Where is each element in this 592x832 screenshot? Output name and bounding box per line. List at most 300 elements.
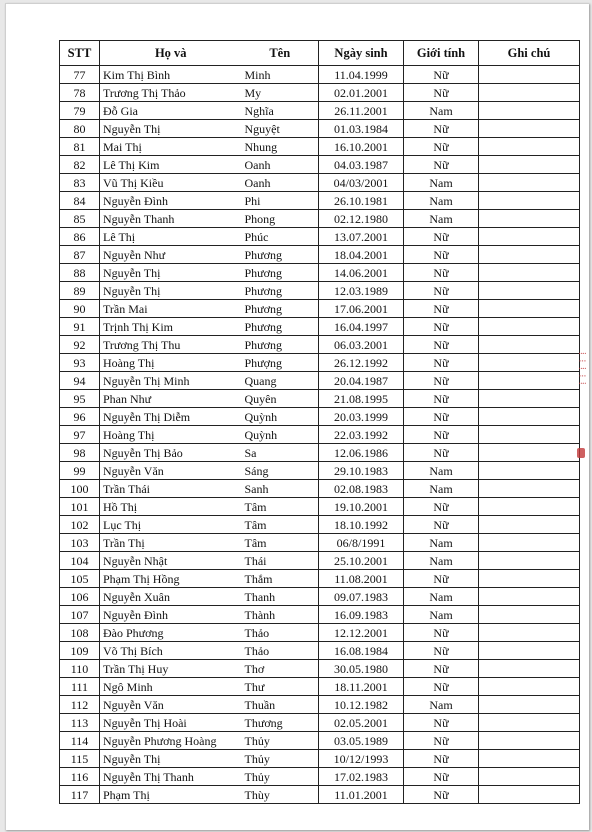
cell-ho: Phạm Thị (100, 786, 242, 804)
cell-ho: Phạm Thị Hồng (100, 570, 242, 588)
cell-ngay-sinh: 06/8/1991 (319, 534, 404, 552)
cell-stt: 110 (60, 660, 100, 678)
table-row (60, 156, 580, 174)
cell-stt: 98 (60, 444, 100, 462)
table-row (60, 120, 580, 138)
cell-ngay-sinh: 12.12.2001 (319, 624, 404, 642)
cell-ho: Lê Thị Kim (100, 156, 242, 174)
cell-ngay-sinh: 26.12.1992 (319, 354, 404, 372)
cell-ngay-sinh: 13.07.2001 (319, 228, 404, 246)
cell-ho: Hồ Thị (100, 498, 242, 516)
table-row (60, 318, 580, 336)
cell-ho: Nguyễn Thị Diễm (100, 408, 242, 426)
cell-gioi-tinh: Nam (404, 174, 479, 192)
table-row (60, 714, 580, 732)
cell-ghi-chu (479, 66, 580, 84)
cell-ten: Thủy (242, 750, 319, 768)
cell-ten: Sa (242, 444, 319, 462)
cell-stt: 106 (60, 588, 100, 606)
cell-ten: Thảo (242, 642, 319, 660)
cell-ten: Phi (242, 192, 319, 210)
cell-ghi-chu (479, 390, 580, 408)
cell-ghi-chu (479, 84, 580, 102)
cell-ho: Nguyễn Xuân (100, 588, 242, 606)
cell-ten: Tâm (242, 498, 319, 516)
cell-gioi-tinh: Nữ (404, 390, 479, 408)
cell-ho: Trần Thị (100, 534, 242, 552)
cell-gioi-tinh: Nữ (404, 642, 479, 660)
cell-stt: 79 (60, 102, 100, 120)
table-row (60, 300, 580, 318)
header-ten: Tên (242, 41, 319, 66)
table-row (60, 264, 580, 282)
cell-gioi-tinh: Nữ (404, 516, 479, 534)
cell-ghi-chu (479, 192, 580, 210)
cell-ghi-chu (479, 102, 580, 120)
cell-stt: 104 (60, 552, 100, 570)
cell-ghi-chu (479, 606, 580, 624)
cell-stt: 88 (60, 264, 100, 282)
cell-ghi-chu (479, 264, 580, 282)
cell-stt: 90 (60, 300, 100, 318)
cell-gioi-tinh: Nữ (404, 570, 479, 588)
table-row (60, 750, 580, 768)
cell-stt: 95 (60, 390, 100, 408)
cell-ghi-chu (479, 210, 580, 228)
cell-ngay-sinh: 16.08.1984 (319, 642, 404, 660)
cell-ghi-chu (479, 696, 580, 714)
cell-gioi-tinh: Nam (404, 210, 479, 228)
cell-ngay-sinh: 21.08.1995 (319, 390, 404, 408)
cell-ten: Oanh (242, 156, 319, 174)
cell-ho: Đỗ Gia (100, 102, 242, 120)
cell-stt: 99 (60, 462, 100, 480)
cell-ten: Phương (242, 282, 319, 300)
cell-gioi-tinh: Nữ (404, 156, 479, 174)
table-row (60, 462, 580, 480)
cell-ten: Thuần (242, 696, 319, 714)
cell-gioi-tinh: Nữ (404, 786, 479, 804)
cell-stt: 87 (60, 246, 100, 264)
cell-ngay-sinh: 12.03.1989 (319, 282, 404, 300)
table-row (60, 408, 580, 426)
header-ghi-chu: Ghi chú (479, 41, 580, 66)
cell-ho: Nguyễn Đình (100, 192, 242, 210)
table-row (60, 570, 580, 588)
cell-stt: 105 (60, 570, 100, 588)
cell-ghi-chu (479, 660, 580, 678)
cell-stt: 109 (60, 642, 100, 660)
cell-ho: Nguyễn Thị (100, 120, 242, 138)
cell-ho: Nguyễn Thị Thanh (100, 768, 242, 786)
cell-gioi-tinh: Nam (404, 696, 479, 714)
cell-ghi-chu (479, 552, 580, 570)
cell-ngay-sinh: 25.10.2001 (319, 552, 404, 570)
table-row (60, 498, 580, 516)
cell-ghi-chu (479, 480, 580, 498)
cell-stt: 111 (60, 678, 100, 696)
cell-ten: Thư (242, 678, 319, 696)
cell-ngay-sinh: 02.05.2001 (319, 714, 404, 732)
cell-ho: Nguyễn Thị (100, 750, 242, 768)
cell-stt: 78 (60, 84, 100, 102)
cell-ghi-chu (479, 156, 580, 174)
cell-ten: Phương (242, 336, 319, 354)
cell-ngay-sinh: 02.08.1983 (319, 480, 404, 498)
cell-ten: Nhung (242, 138, 319, 156)
cell-ghi-chu (479, 372, 580, 390)
cell-stt: 84 (60, 192, 100, 210)
cell-stt: 82 (60, 156, 100, 174)
cell-ngay-sinh: 20.03.1999 (319, 408, 404, 426)
cell-ho: Lê Thị (100, 228, 242, 246)
table-row (60, 624, 580, 642)
cell-ngay-sinh: 11.01.2001 (319, 786, 404, 804)
cell-ten: Phúc (242, 228, 319, 246)
cell-ten: Thành (242, 606, 319, 624)
cell-ngay-sinh: 26.11.2001 (319, 102, 404, 120)
cell-ten: Oanh (242, 174, 319, 192)
cell-ho: Vũ Thị Kiều (100, 174, 242, 192)
cell-stt: 89 (60, 282, 100, 300)
cell-stt: 77 (60, 66, 100, 84)
cell-ngay-sinh: 18.11.2001 (319, 678, 404, 696)
table-row (60, 732, 580, 750)
cell-stt: 113 (60, 714, 100, 732)
cell-stt: 108 (60, 624, 100, 642)
cell-ngay-sinh: 16.04.1997 (319, 318, 404, 336)
cell-ngay-sinh: 12.06.1986 (319, 444, 404, 462)
cell-ghi-chu (479, 282, 580, 300)
cell-ten: Thanh (242, 588, 319, 606)
table-row (60, 534, 580, 552)
table-row (60, 786, 580, 804)
table-row (60, 480, 580, 498)
cell-ho: Lục Thị (100, 516, 242, 534)
table-row (60, 372, 580, 390)
table-row (60, 138, 580, 156)
cell-ten: Phương (242, 264, 319, 282)
table-row (60, 552, 580, 570)
cell-ho: Mai Thị (100, 138, 242, 156)
cell-ten: Thảo (242, 624, 319, 642)
cell-gioi-tinh: Nam (404, 102, 479, 120)
cell-ho: Trịnh Thị Kim (100, 318, 242, 336)
cell-ho: Nguyễn Văn (100, 696, 242, 714)
cell-ho: Đào Phương (100, 624, 242, 642)
cell-gioi-tinh: Nam (404, 480, 479, 498)
cell-ghi-chu (479, 300, 580, 318)
cell-ngay-sinh: 03.05.1989 (319, 732, 404, 750)
cell-ho: Trần Mai (100, 300, 242, 318)
cell-ho: Nguyễn Thị (100, 282, 242, 300)
header-row (60, 41, 580, 66)
cell-ghi-chu (479, 732, 580, 750)
table-row (60, 228, 580, 246)
table-header (60, 41, 580, 66)
cell-gioi-tinh: Nữ (404, 660, 479, 678)
cell-gioi-tinh: Nữ (404, 714, 479, 732)
cell-ten: Quang (242, 372, 319, 390)
cell-gioi-tinh: Nam (404, 606, 479, 624)
student-roster-table (59, 40, 580, 804)
cell-ngay-sinh: 17.06.2001 (319, 300, 404, 318)
cell-stt: 86 (60, 228, 100, 246)
cell-ngay-sinh: 10.12.1982 (319, 696, 404, 714)
table-row (60, 246, 580, 264)
cell-gioi-tinh: Nữ (404, 444, 479, 462)
cell-gioi-tinh: Nữ (404, 264, 479, 282)
cell-ghi-chu (479, 534, 580, 552)
cell-gioi-tinh: Nam (404, 588, 479, 606)
table-row (60, 516, 580, 534)
header-ngay-sinh: Ngày sinh (319, 41, 404, 66)
red-stamp-dot (577, 448, 585, 458)
cell-ten: My (242, 84, 319, 102)
table-row (60, 174, 580, 192)
cell-ten: Thùy (242, 786, 319, 804)
cell-ten: Quỳnh (242, 408, 319, 426)
cell-stt: 97 (60, 426, 100, 444)
cell-gioi-tinh: Nữ (404, 408, 479, 426)
cell-ghi-chu (479, 516, 580, 534)
cell-ngay-sinh: 01.03.1984 (319, 120, 404, 138)
cell-gioi-tinh: Nữ (404, 228, 479, 246)
cell-gioi-tinh: Nữ (404, 354, 479, 372)
cell-stt: 112 (60, 696, 100, 714)
cell-ho: Nguyễn Thị Minh (100, 372, 242, 390)
cell-ghi-chu (479, 318, 580, 336)
cell-gioi-tinh: Nữ (404, 732, 479, 750)
cell-ghi-chu (479, 624, 580, 642)
cell-stt: 101 (60, 498, 100, 516)
cell-gioi-tinh: Nữ (404, 498, 479, 516)
cell-ho: Trần Thái (100, 480, 242, 498)
cell-ngay-sinh: 18.04.2001 (319, 246, 404, 264)
cell-gioi-tinh: Nữ (404, 678, 479, 696)
table-row (60, 426, 580, 444)
cell-ghi-chu (479, 678, 580, 696)
cell-gioi-tinh: Nữ (404, 372, 479, 390)
cell-gioi-tinh: Nữ (404, 750, 479, 768)
document-page (5, 3, 589, 830)
cell-ho: Nguyễn Như (100, 246, 242, 264)
cell-ho: Nguyễn Thị Hoài (100, 714, 242, 732)
cell-ten: Thái (242, 552, 319, 570)
cell-ngay-sinh: 16.10.2001 (319, 138, 404, 156)
cell-stt: 103 (60, 534, 100, 552)
cell-ghi-chu (479, 408, 580, 426)
cell-ghi-chu (479, 498, 580, 516)
cell-ten: Phượng (242, 354, 319, 372)
table-row (60, 660, 580, 678)
cell-stt: 116 (60, 768, 100, 786)
cell-gioi-tinh: Nam (404, 192, 479, 210)
cell-ten: Sanh (242, 480, 319, 498)
cell-ho: Nguyễn Thị (100, 264, 242, 282)
cell-ngay-sinh: 06.03.2001 (319, 336, 404, 354)
cell-ghi-chu (479, 570, 580, 588)
cell-ghi-chu (479, 138, 580, 156)
cell-ho: Nguyễn Phương Hoàng (100, 732, 242, 750)
cell-ghi-chu (479, 228, 580, 246)
table-row (60, 588, 580, 606)
cell-gioi-tinh: Nữ (404, 282, 479, 300)
cell-gioi-tinh: Nữ (404, 66, 479, 84)
cell-ghi-chu (479, 462, 580, 480)
header-ho-va: Họ và (100, 41, 242, 66)
cell-ghi-chu (479, 786, 580, 804)
cell-ngay-sinh: 14.06.2001 (319, 264, 404, 282)
cell-ten: Tâm (242, 516, 319, 534)
cell-ngay-sinh: 11.04.1999 (319, 66, 404, 84)
cell-ho: Nguyễn Thị Bảo (100, 444, 242, 462)
cell-gioi-tinh: Nam (404, 462, 479, 480)
cell-ten: Tâm (242, 534, 319, 552)
cell-ten: Phương (242, 318, 319, 336)
cell-stt: 91 (60, 318, 100, 336)
table-row (60, 696, 580, 714)
cell-ten: Thương (242, 714, 319, 732)
table-row (60, 768, 580, 786)
cell-ngay-sinh: 04/03/2001 (319, 174, 404, 192)
table-row (60, 210, 580, 228)
cell-ho: Trương Thị Thu (100, 336, 242, 354)
cell-stt: 102 (60, 516, 100, 534)
cell-ten: Thủy (242, 768, 319, 786)
cell-gioi-tinh: Nữ (404, 246, 479, 264)
cell-gioi-tinh: Nữ (404, 318, 479, 336)
cell-ghi-chu (479, 588, 580, 606)
cell-ghi-chu (479, 174, 580, 192)
cell-ghi-chu (479, 246, 580, 264)
cell-ngay-sinh: 17.02.1983 (319, 768, 404, 786)
table-row (60, 192, 580, 210)
cell-ten: Quỳnh (242, 426, 319, 444)
cell-gioi-tinh: Nữ (404, 300, 479, 318)
cell-gioi-tinh: Nữ (404, 768, 479, 786)
table-row (60, 642, 580, 660)
cell-ten: Sáng (242, 462, 319, 480)
cell-ngay-sinh: 22.03.1992 (319, 426, 404, 444)
header-stt: STT (60, 41, 100, 66)
cell-gioi-tinh: Nữ (404, 120, 479, 138)
cell-gioi-tinh: Nữ (404, 138, 479, 156)
table-row (60, 354, 580, 372)
cell-ngay-sinh: 09.07.1983 (319, 588, 404, 606)
cell-ho: Hoàng Thị (100, 426, 242, 444)
cell-stt: 81 (60, 138, 100, 156)
cell-gioi-tinh: Nam (404, 534, 479, 552)
header-gioi-tinh: Giới tính (404, 41, 479, 66)
cell-gioi-tinh: Nam (404, 552, 479, 570)
cell-ghi-chu (479, 768, 580, 786)
cell-ho: Nguyễn Đình (100, 606, 242, 624)
cell-stt: 96 (60, 408, 100, 426)
cell-ho: Ngô Minh (100, 678, 242, 696)
cell-ten: Nguyệt (242, 120, 319, 138)
cell-ghi-chu (479, 714, 580, 732)
cell-gioi-tinh: Nữ (404, 426, 479, 444)
cell-stt: 107 (60, 606, 100, 624)
table-row (60, 282, 580, 300)
cell-gioi-tinh: Nữ (404, 84, 479, 102)
cell-ngay-sinh: 20.04.1987 (319, 372, 404, 390)
cell-ten: Phong (242, 210, 319, 228)
cell-ho: Hoàng Thị (100, 354, 242, 372)
table-row (60, 102, 580, 120)
table-row (60, 84, 580, 102)
cell-ten: Nghĩa (242, 102, 319, 120)
cell-ghi-chu (479, 336, 580, 354)
cell-ten: Phương (242, 246, 319, 264)
cell-ngay-sinh: 18.10.1992 (319, 516, 404, 534)
cell-ten: Phương (242, 300, 319, 318)
table-row (60, 606, 580, 624)
cell-ho: Kim Thị Bình (100, 66, 242, 84)
cell-ho: Trương Thị Thảo (100, 84, 242, 102)
table-row (60, 390, 580, 408)
cell-gioi-tinh: Nữ (404, 336, 479, 354)
cell-ghi-chu (479, 120, 580, 138)
cell-ghi-chu (479, 354, 580, 372)
red-stamp-mark: ⁞ ⁝ ⁞ ⁝ ⁞ (576, 352, 587, 386)
cell-ho: Phan Như (100, 390, 242, 408)
cell-stt: 100 (60, 480, 100, 498)
cell-stt: 94 (60, 372, 100, 390)
cell-ten: Thơ (242, 660, 319, 678)
table-row (60, 66, 580, 84)
cell-ghi-chu (479, 426, 580, 444)
cell-ngay-sinh: 02.01.2001 (319, 84, 404, 102)
cell-ho: Nguyễn Văn (100, 462, 242, 480)
cell-stt: 93 (60, 354, 100, 372)
cell-stt: 115 (60, 750, 100, 768)
cell-stt: 85 (60, 210, 100, 228)
cell-stt: 117 (60, 786, 100, 804)
cell-ghi-chu (479, 444, 580, 462)
cell-ngay-sinh: 04.03.1987 (319, 156, 404, 174)
cell-ngay-sinh: 29.10.1983 (319, 462, 404, 480)
table-row (60, 678, 580, 696)
cell-ho: Võ Thị Bích (100, 642, 242, 660)
cell-stt: 83 (60, 174, 100, 192)
cell-stt: 92 (60, 336, 100, 354)
cell-ngay-sinh: 02.12.1980 (319, 210, 404, 228)
cell-stt: 80 (60, 120, 100, 138)
cell-ngay-sinh: 10/12/1993 (319, 750, 404, 768)
cell-ho: Trần Thị Huy (100, 660, 242, 678)
cell-ten: Minh (242, 66, 319, 84)
cell-gioi-tinh: Nữ (404, 624, 479, 642)
cell-ten: Thủy (242, 732, 319, 750)
cell-ngay-sinh: 30.05.1980 (319, 660, 404, 678)
cell-ten: Quyên (242, 390, 319, 408)
cell-ngay-sinh: 16.09.1983 (319, 606, 404, 624)
table-row (60, 444, 580, 462)
cell-stt: 114 (60, 732, 100, 750)
cell-ho: Nguyễn Nhật (100, 552, 242, 570)
cell-ngay-sinh: 19.10.2001 (319, 498, 404, 516)
cell-ghi-chu (479, 750, 580, 768)
cell-ghi-chu (479, 642, 580, 660)
cell-ngay-sinh: 11.08.2001 (319, 570, 404, 588)
table-body (60, 66, 580, 804)
cell-ten: Thắm (242, 570, 319, 588)
cell-ngay-sinh: 26.10.1981 (319, 192, 404, 210)
table-row (60, 336, 580, 354)
cell-ho: Nguyễn Thanh (100, 210, 242, 228)
